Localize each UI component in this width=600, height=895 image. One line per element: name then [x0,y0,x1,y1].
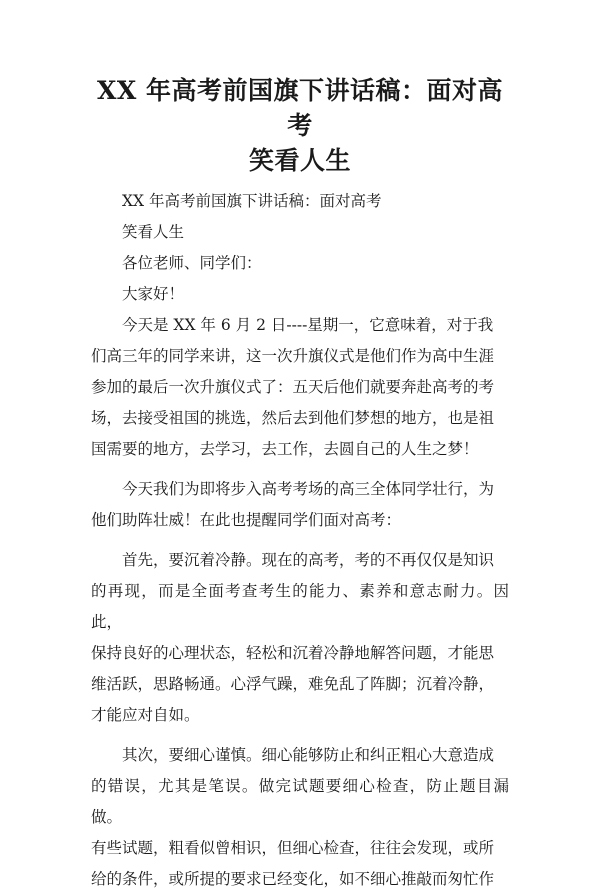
paragraph-line: 其次，要细心谨慎。细心能够防止和纠正粗心大意造成 [122,746,495,764]
paragraph-line: 今天我们为即将步入高考考场的高三全体同学壮行，为 [122,480,495,498]
paragraph-line: 首先，要沉着冷静。现在的高考，考的不再仅仅是知识 [122,551,495,569]
title-line-1: XX 年高考前国旗下讲话稿：面对高考 [97,76,503,140]
paragraph-line: 国需要的地方，去学习，去工作，去圆自己的人生之梦！ [91,440,479,458]
paragraph-line: 的再现，而是全面考查考生的能力、素养和意志耐力。因此， [91,582,509,631]
paragraph-line: 有些试题，粗看似曾相识，但细心检查，往往会发现，或所 [91,839,495,857]
paragraph-line: 们高三年的同学来讲，这一次升旗仪式是他们作为高中生涯 [91,347,495,365]
paragraph-line: 给的条件，或所提的要求已经变化，如不细心推敲而匆忙作 [91,870,495,888]
paragraph-first-point [91,545,509,731]
paragraph-line: 场，去接受祖国的挑选，然后去到他们梦想的地方，也是祖 [91,409,495,427]
title-line-2: 笑看人生 [248,146,351,175]
paragraph-line: 才能应对自如。 [91,706,200,724]
paragraph-line: 保持良好的心理状态，轻松和沉着冷静地解答问题，才能思 [91,644,495,662]
paragraph-line: XX 年高考前国旗下讲话稿：面对高考 [122,192,382,210]
paragraph-line: 大家好！ [122,285,185,303]
paragraph-line: 笑看人生 [122,223,185,241]
paragraph-subtitle-repeat [91,217,509,248]
paragraph-line: 的错误，尤其是笔误。做完试题要细心检查，防止题目漏做。 [91,777,509,826]
document-body [91,186,509,895]
paragraph-line: 参加的最后一次升旗仪式了：五天后他们就要奔赴高考的考 [91,378,495,396]
paragraph-intro [91,310,509,465]
paragraph-heading-repeat [91,186,509,217]
paragraph-line: 维活跃，思路畅通。心浮气躁，难免乱了阵脚；沉着冷静， [91,675,495,693]
paragraph-second-point [91,740,509,895]
paragraph-line: 今天是 XX 年 6 月 2 日----星期一，它意味着，对于我 [122,316,494,334]
paragraph-line: 他们助阵壮威！在此也提醒同学们面对高考： [91,511,402,529]
document-title [91,73,509,178]
paragraph-greeting [91,279,509,310]
paragraph-send-off [91,474,509,536]
paragraph-salutation [91,248,509,279]
paragraph-line: 各位老师、同学们： [122,254,262,272]
